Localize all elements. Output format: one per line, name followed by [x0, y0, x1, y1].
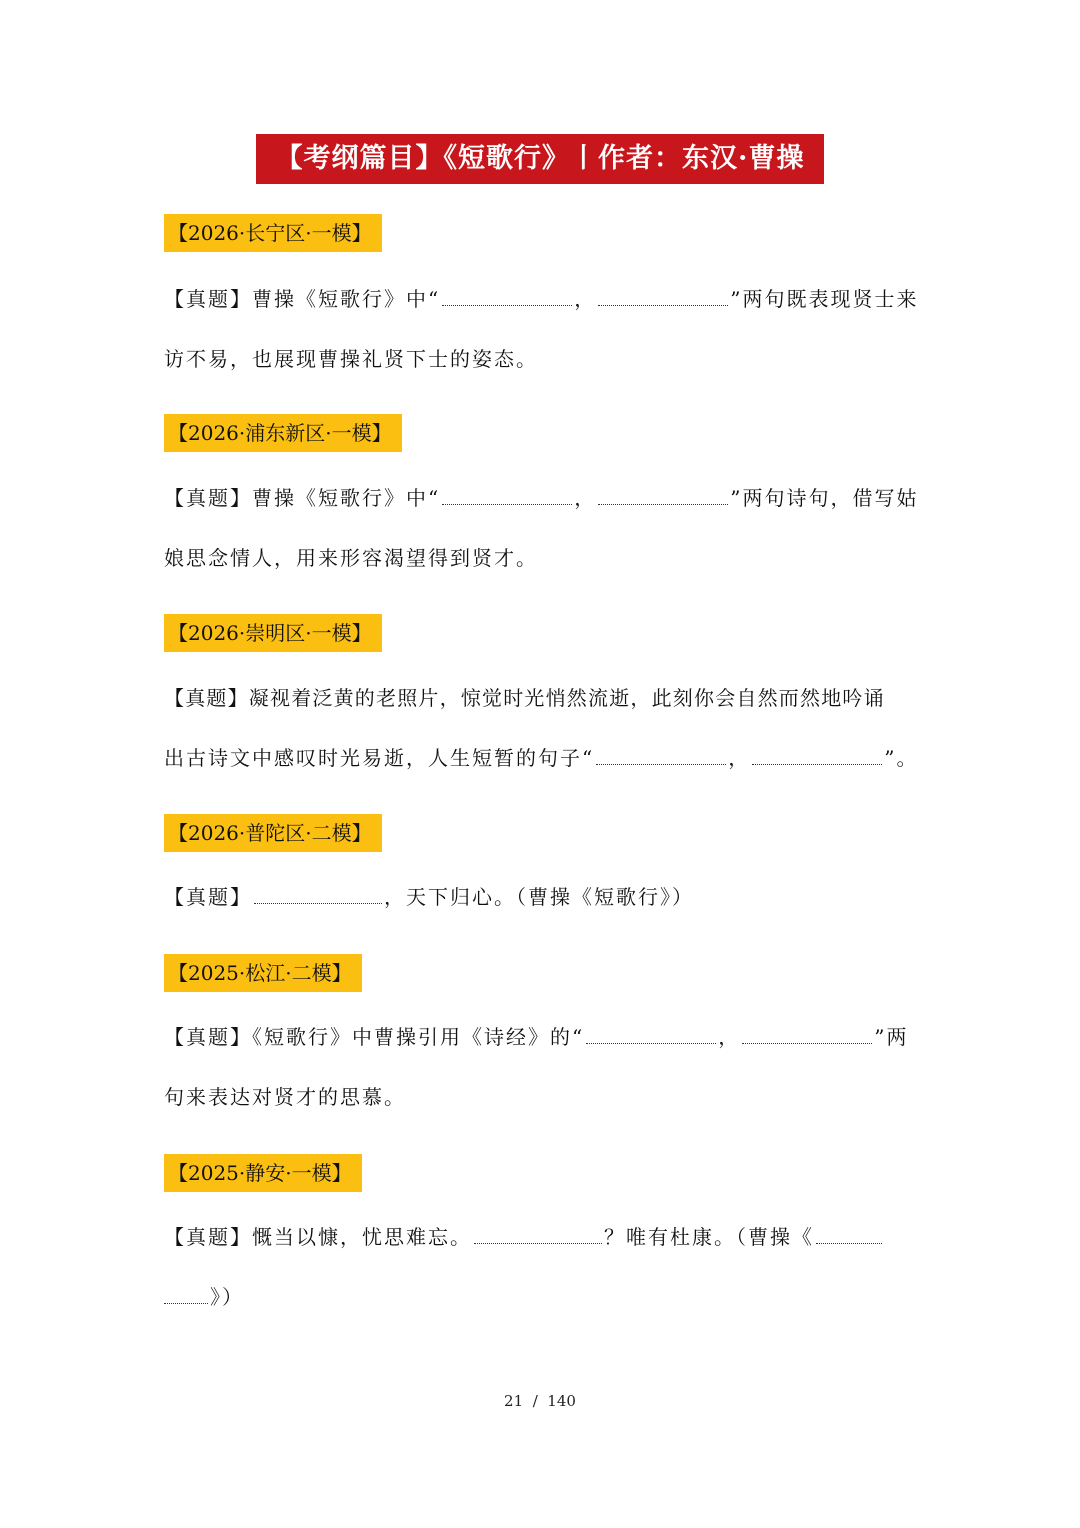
section-tag: 【2026·崇明区·一模】 — [164, 614, 382, 652]
question-text: 出古诗文中感叹时光易逝，人生短暂的句子“ — [164, 746, 595, 770]
section-tag: 【2026·长宁区·一模】 — [164, 214, 382, 252]
question-line: 娘思念情人，用来形容渴望得到贤才。 — [164, 546, 538, 570]
question-text: ， — [718, 1025, 741, 1049]
question-line — [164, 1222, 884, 1252]
question-line: 访不易，也展现曹操礼贤下士的姿态。 — [164, 347, 538, 371]
answer-blank[interactable] — [442, 287, 572, 306]
question-line — [164, 483, 918, 513]
current-page: 21 — [504, 1392, 524, 1410]
answer-blank[interactable] — [816, 1225, 882, 1244]
question-line: 【真题】凝视着泛黄的老照片，惊觉时光悄然流逝，此刻你会自然而然地吟诵 — [164, 686, 885, 710]
question-text: ”两句既表现贤士来 — [730, 287, 919, 311]
section-tag: 【2025·静安·一模】 — [164, 1154, 362, 1192]
question-text: 》） — [210, 1285, 244, 1309]
answer-blank[interactable] — [474, 1225, 602, 1244]
answer-blank[interactable] — [586, 1025, 716, 1044]
question-text: ，天下归心。（曹操《短歌行》） — [384, 885, 694, 909]
section-tag: 【2026·普陀区·二模】 — [164, 814, 382, 852]
question-text: 【真题】 — [164, 885, 252, 909]
page-separator: / — [532, 1392, 538, 1410]
page-title: 【考纲篇目】《短歌行》丨作者：东汉·曹操 — [256, 134, 824, 184]
question-text: 【真题】慨当以慷，忧思难忘。 — [164, 1225, 472, 1249]
answer-blank[interactable] — [598, 486, 728, 505]
question-line — [164, 1022, 908, 1052]
question-text: 【真题】《短歌行》中曹操引用《诗经》的“ — [164, 1025, 585, 1049]
question-text: ”两 — [874, 1025, 909, 1049]
answer-blank[interactable] — [752, 746, 882, 765]
question-line: 句来表达对贤才的思慕。 — [164, 1085, 406, 1109]
question-text: ， — [574, 287, 597, 311]
question-line — [164, 284, 918, 314]
question-line — [164, 1282, 244, 1312]
question-text: ？唯有杜康。（曹操《 — [604, 1225, 814, 1249]
answer-blank[interactable] — [254, 885, 382, 904]
question-text: 【真题】曹操《短歌行》中“ — [164, 486, 441, 510]
question-text: 【真题】曹操《短歌行》中“ — [164, 287, 441, 311]
question-line — [164, 743, 918, 773]
total-pages: 140 — [547, 1392, 576, 1410]
question-text: ， — [728, 746, 751, 770]
page-number — [0, 1392, 1080, 1410]
answer-blank[interactable] — [742, 1025, 872, 1044]
question-text: ”两句诗句，借写姑 — [730, 486, 919, 510]
answer-blank[interactable] — [442, 486, 572, 505]
question-line — [164, 882, 694, 912]
question-text: ， — [574, 486, 597, 510]
answer-blank[interactable] — [164, 1285, 208, 1304]
question-text: ”。 — [884, 746, 919, 770]
answer-blank[interactable] — [596, 746, 726, 765]
section-tag: 【2026·浦东新区·一模】 — [164, 414, 402, 452]
answer-blank[interactable] — [598, 287, 728, 306]
section-tag: 【2025·松江·二模】 — [164, 954, 362, 992]
